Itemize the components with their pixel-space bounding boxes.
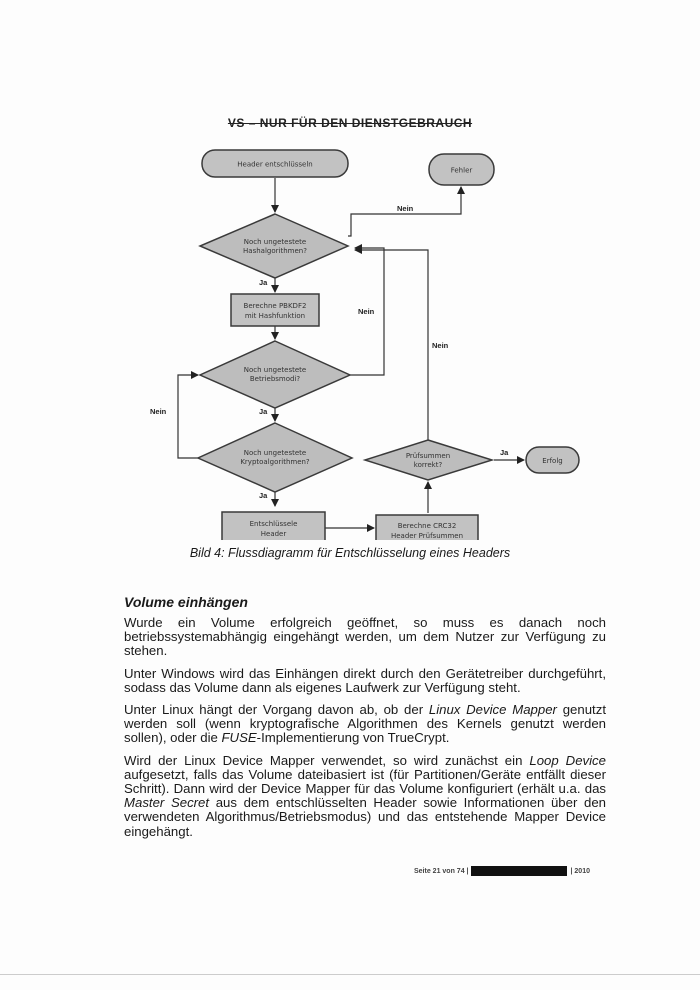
flow-checksum-line2: korrekt?: [413, 461, 443, 469]
paragraph-3-part-2: genutzt werden soll (wenn kryptografische Algorithmen des Kernels genutzt werden sollen), oder die: [124, 702, 606, 746]
label-nein-mode: Nein: [358, 307, 375, 316]
flow-pbkdf2-line2: mit Hashfunktion: [244, 312, 306, 320]
paragraph-3-part-3: -Implementierung von TrueCrypt.: [256, 730, 450, 746]
paragraph-4-part-2: aufgesetzt, falls das Volume dateibasiert ist (für Partitionen/Geräte entfällt dieser Schritt). Dann wird der Device Mapper für das Volume konfiguriert (erhält u.a. das: [124, 766, 606, 797]
paragraph-4-part-1: Wird der Linux Device Mapper verwendet, so wird zunächst ein: [124, 752, 530, 768]
flow-crc-line2: Header Prüfsummen: [390, 532, 464, 540]
flow-decrypt-line2: Header: [260, 530, 287, 538]
label-ja-checksum: Ja: [500, 448, 509, 457]
flow-decision-checksum: [365, 440, 492, 480]
flow-success-node: [526, 447, 579, 473]
flow-decrypt-line1: Entschlüssele: [249, 520, 298, 528]
flow-error-node: [429, 154, 494, 185]
term-loop-device: Loop Device: [529, 752, 606, 768]
label-ja-hash: Ja: [259, 278, 268, 287]
figure-caption: Bild 4: Flussdiagramm für Entschlüsselung eines Headers: [189, 546, 511, 560]
footer-page-number: Seite 21 von 74 |: [414, 867, 469, 875]
flow-decision-crypto-line2: Kryptoalgorithmen?: [240, 458, 310, 466]
footer-year: | 2010: [570, 867, 590, 875]
flow-process-crc: [376, 515, 478, 540]
section-title: Volume einhängen: [124, 594, 248, 610]
flow-decision-hash-line1: Noch ungetestete: [243, 238, 307, 246]
flow-decision-mode-line1: Noch ungetestete: [243, 366, 307, 374]
label-ja-crypto: Ja: [259, 491, 268, 500]
page-footer: [414, 866, 590, 876]
scan-edge: [0, 974, 700, 975]
paragraph-3-part-1: Unter Linux hängt der Vorgang davon ab, ob der: [124, 702, 429, 718]
flow-decision-hash-line2: Hashalgorithmen?: [243, 247, 307, 255]
paragraph-3: [124, 703, 606, 746]
flow-pbkdf2-line1: Berechne PBKDF2: [243, 302, 307, 310]
body-text: [124, 616, 606, 847]
label-nein-error: Nein: [397, 204, 414, 213]
term-master-secret: Master Secret: [124, 795, 210, 811]
label-nein-checksum: Nein: [432, 341, 449, 350]
label-nein-crypto: Nein: [150, 407, 167, 416]
flowchart: [0, 140, 700, 540]
flow-decision-mode: [200, 341, 350, 408]
flow-process-pbkdf2: [231, 294, 319, 326]
flowchart-connectors: [178, 178, 524, 528]
paragraph-2: Unter Windows wird das Einhängen direkt durch den Gerätetreiber durchgeführt, sodass das Volume dann als eigenes Laufwerk zur Verfügung steht.: [124, 665, 606, 695]
flow-crc-line1: Berechne CRC32: [397, 522, 457, 530]
classification-header: VS – NUR FÜR DEN DIENSTGEBRAUCH: [227, 116, 473, 130]
flow-start-node: [202, 150, 348, 177]
label-ja-mode: Ja: [259, 407, 268, 416]
paragraph-1: Wurde ein Volume erfolgreich geöffnet, so muss es danach noch betriebssystemabhängig eingehängt werden, um dem Nutzer zur Verfügung zu stehen.: [124, 615, 606, 659]
paragraph-4: [124, 754, 606, 839]
flow-checksum-line1: Prüfsummen: [405, 452, 451, 460]
redaction-bar: [471, 866, 567, 876]
paragraph-4-part-3: aus dem entschlüsselten Header sowie Informationen über den verwendeten Algorithmus/Betriebsmodus) und das entstehende Mapper Device eingehängt.: [124, 795, 606, 839]
flow-start-text: Header entschlüsseln: [237, 160, 313, 169]
flow-decision-crypto-line1: Noch ungetestete: [243, 449, 307, 457]
flow-success-text: Erfolg: [542, 457, 563, 465]
flow-decision-hash: [200, 214, 348, 278]
flow-decision-crypto: [198, 423, 352, 492]
term-linux-device-mapper: Linux Device Mapper: [428, 702, 557, 718]
term-fuse: FUSE: [221, 730, 257, 746]
flow-error-text: Fehler: [450, 166, 473, 175]
flow-decision-mode-line2: Betriebsmodi?: [249, 375, 301, 383]
flow-process-decrypt: [222, 512, 325, 540]
